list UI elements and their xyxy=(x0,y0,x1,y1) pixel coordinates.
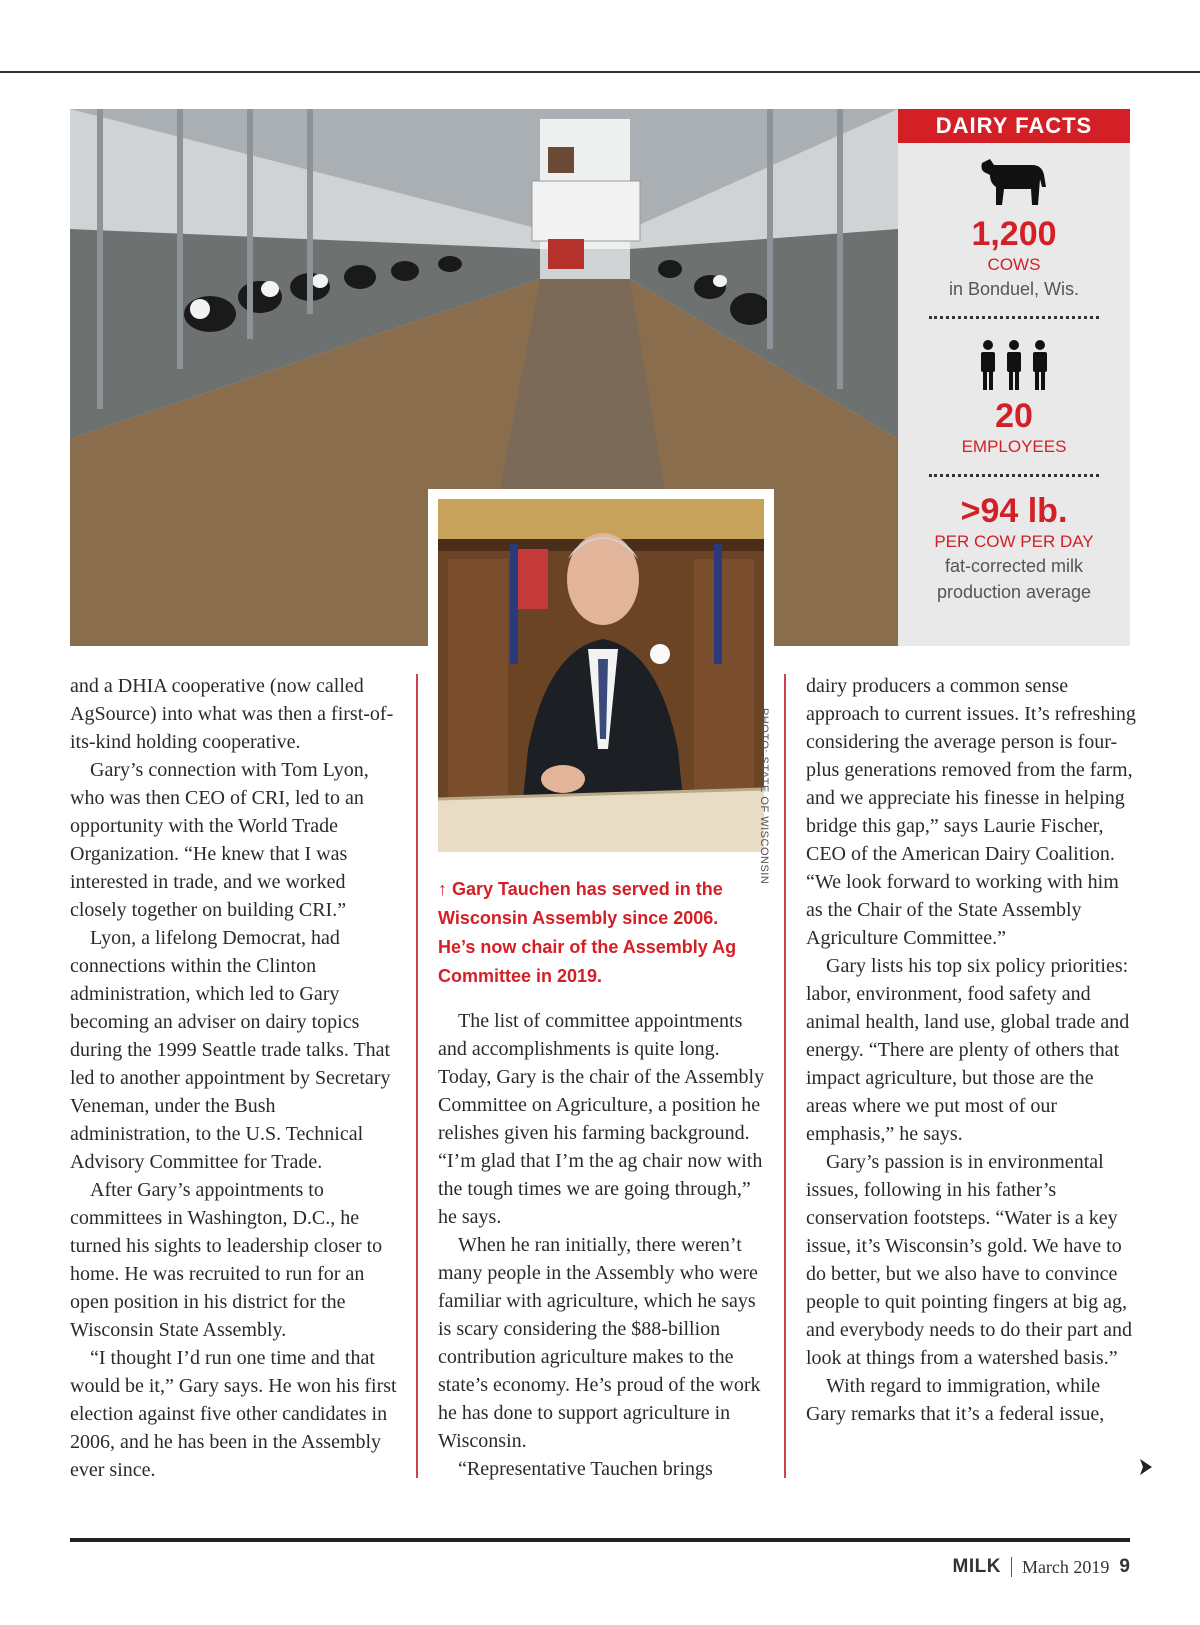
fact-cows-unit: COWS xyxy=(987,255,1041,274)
continue-arrow-icon xyxy=(1138,1457,1154,1477)
fact-employees xyxy=(898,339,1130,458)
fact-cows-location: in Bonduel, Wis. xyxy=(948,279,1080,299)
paragraph: When he ran initially, there weren’t many people in the Assembly who were familiar with agriculture, which he says is scary considering the $88-billion contribution agriculture makes to the state’s economy. He’s proud of the work he has done to support agriculture in Wisconsin. xyxy=(438,1234,761,1452)
footer-separator xyxy=(1011,1557,1012,1577)
article-column-1 xyxy=(70,672,400,1484)
paragraph: dairy producers a common sense approach to current issues. It’s refreshing considering the average person is four-plus generations removed from the farm, and we appreciate his finesse in helping bridge this gap,” says Laurie Fischer, CEO of the American Dairy Coalition. “We look forward to working with him as the Chair of the State Assembly Agriculture Committee.” xyxy=(806,675,1136,949)
bottom-rule xyxy=(70,1538,1130,1542)
people-icon xyxy=(974,339,1054,391)
page-number: 9 xyxy=(1119,1556,1130,1577)
article-column-2 xyxy=(438,1007,768,1483)
portrait-frame xyxy=(428,489,774,862)
magazine-brand: MILK xyxy=(952,1556,1001,1577)
fact-employees-unit: EMPLOYEES xyxy=(961,437,1067,456)
fact-milk-number: >94 lb. xyxy=(960,492,1068,530)
fact-milk xyxy=(898,491,1130,605)
paragraph: With regard to immigration, while Gary remarks that it’s a federal issue, xyxy=(806,1375,1105,1425)
column-rule-left xyxy=(416,674,418,1478)
page-footer xyxy=(953,1556,1131,1578)
dotted-divider xyxy=(929,316,1099,319)
paragraph: Gary’s connection with Tom Lyon, who was then CEO of CRI, led to an opportunity with the World Trade Organization. “He knew that I was interested in trade, and we worked closely together on building CRI.” xyxy=(70,759,369,921)
top-rule xyxy=(0,71,1200,73)
cow-icon xyxy=(976,153,1052,209)
paragraph: “I thought I’d run one time and that would be it,” Gary says. He won his first election against five other candidates in 2006, and he has been in the Assembly ever since. xyxy=(70,1347,397,1481)
paragraph: The list of committee appointments and accomplishments is quite long. Today, Gary is the chair of the Assembly Committee on Agriculture, a position he relishes given his farming background. “I’m glad that I’m the ag chair now with the tough times we are going through,” he says. xyxy=(438,1010,765,1228)
paragraph: “Representative Tauchen brings xyxy=(458,1458,713,1480)
paragraph: After Gary’s appointments to committees in Washington, D.C., he turned his sights to leadership closer to home. He was recruited to run for an open position in his district for the Wisconsin State Assembly. xyxy=(70,1179,383,1341)
article-column-3 xyxy=(806,672,1136,1428)
fact-milk-desc-1: fat-corrected milk xyxy=(944,556,1084,576)
portrait-photo xyxy=(438,499,764,852)
issue-date: March 2019 xyxy=(1021,1556,1110,1577)
paragraph: and a DHIA cooperative (now called AgSource) into what was then a first-of-its-kind holding cooperative. xyxy=(70,675,394,753)
fact-cows-number: 1,200 xyxy=(971,215,1057,253)
fact-milk-desc-2: production average xyxy=(936,582,1092,602)
fact-milk-unit: PER COW PER DAY xyxy=(934,532,1094,551)
photo-caption: ↑ Gary Tauchen has served in the Wisconsin Assembly since 2006. He’s now chair of the Assembly Ag Committee in 2019. xyxy=(438,879,737,986)
dairy-facts-panel xyxy=(898,109,1130,646)
fact-employees-number: 20 xyxy=(995,397,1033,435)
photo-credit: PHOTO: STATE OF WISCONSIN xyxy=(758,708,770,885)
paragraph: Lyon, a lifelong Democrat, had connections within the Clinton administration, which led to Gary becoming an adviser on dairy topics during the 1999 Seattle trade talks. That led to another appointment by Secretary Veneman, under the Bush administration, to the U.S. Technical Advisory Committee for Trade. xyxy=(70,927,391,1173)
dairy-facts-heading: DAIRY FACTS xyxy=(898,109,1130,143)
dotted-divider xyxy=(929,474,1099,477)
column-rule-right xyxy=(784,674,786,1478)
fact-cows xyxy=(898,153,1130,302)
paragraph: Gary’s passion is in environmental issues, following in his father’s conservation footsteps. “Water is a key issue, it’s Wisconsin’s gold. We have to do better, but we also have to convince people to quit pointing fingers at big ag, and everybody needs to do their part and look at things from a watershed basis.” xyxy=(806,1151,1133,1369)
paragraph: Gary lists his top six policy priorities: labor, environment, food safety and animal health, land use, global trade and energy. “There are plenty of others that impact agriculture, but those are the areas where we put most of our emphasis,” he says. xyxy=(806,955,1130,1145)
